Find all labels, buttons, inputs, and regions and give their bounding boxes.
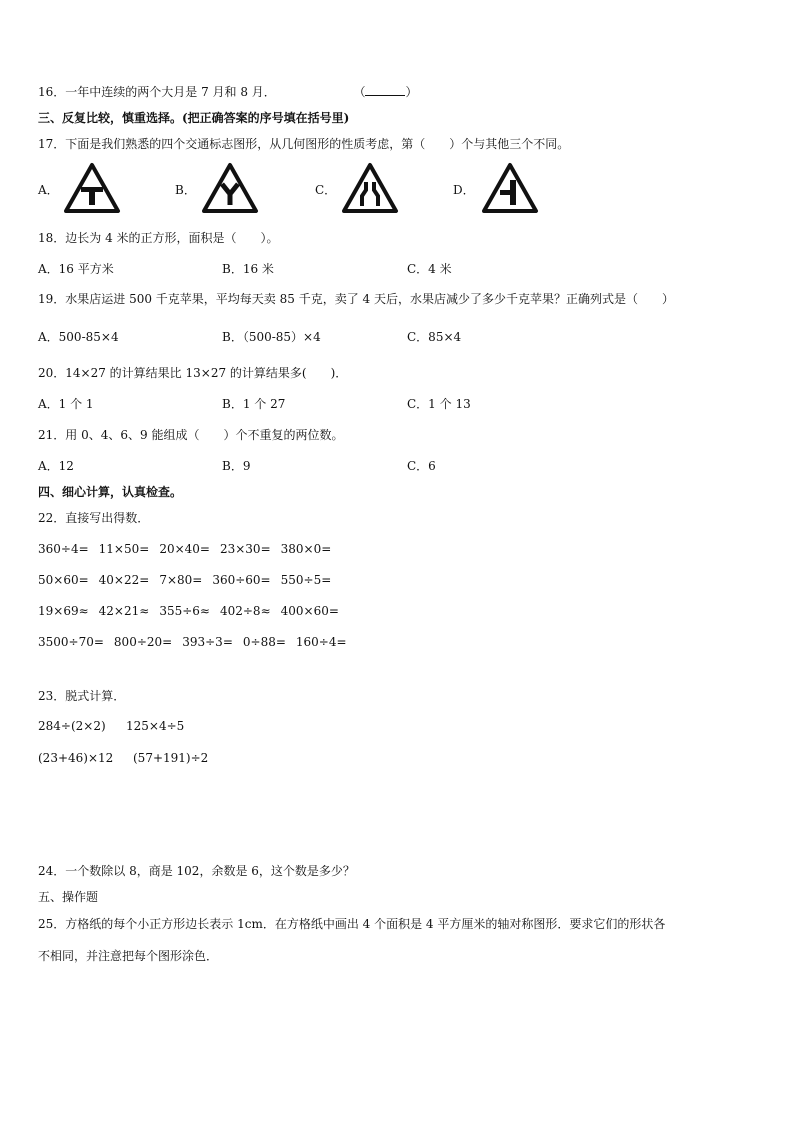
calc-item: 355÷6≈ xyxy=(159,604,210,618)
option-a: A．500-85×4 xyxy=(38,330,119,344)
section-5-heading: 五、操作题 xyxy=(38,890,99,904)
option-c: C．1 个 13 xyxy=(407,397,471,411)
question-21-text: 21．用 0、4、6、9 能组成（ ）个不重复的两位数。 xyxy=(38,428,344,442)
option-c: C．4 米 xyxy=(407,262,452,276)
question-23-text: 23．脱式计算． xyxy=(38,689,126,703)
expression-item: 284÷(2×2) xyxy=(38,719,106,733)
option-c: C．85×4 xyxy=(407,330,462,344)
calc-item: 20×40= xyxy=(159,542,210,556)
question-17-text: 17．下面是我们熟悉的四个交通标志图形，从几何图形的性质考虑，第（ ）个与其他三个不同。 xyxy=(38,137,570,151)
calc-item: 19×69≈ xyxy=(38,604,89,618)
option-b: B．1 个 27 xyxy=(222,397,286,411)
question-22-text: 22．直接写出得数． xyxy=(38,511,150,525)
option-a: A．12 xyxy=(38,459,74,473)
calc-item: 360÷4= xyxy=(38,542,89,556)
t-junction-sign-icon xyxy=(63,162,121,214)
option-c-label: C． xyxy=(315,183,337,197)
calc-row xyxy=(38,603,349,619)
question-25-line-1: 25．方格纸的每个小正方形边长表示 1cm．在方格纸中画出 4 个面积是 4 平方厘米的轴对称图形．要求它们的形状各 xyxy=(38,917,666,931)
y-fork-sign-icon xyxy=(201,162,259,214)
calc-item: 50×60= xyxy=(38,573,89,587)
calc-item: 800÷20= xyxy=(113,635,173,649)
option-b-label: B． xyxy=(175,183,196,197)
calc-item: 402÷8≈ xyxy=(219,604,271,618)
question-20-text: 20．14×27 的计算结果比 13×27 的计算结果多( )． xyxy=(38,366,348,380)
calc-item: 40×22= xyxy=(98,573,150,587)
calc-row xyxy=(38,541,341,557)
calc-row xyxy=(38,572,341,588)
option-a: A．16 平方米 xyxy=(38,262,114,276)
calc-item: 11×50= xyxy=(98,542,150,556)
calc-item: 380×0= xyxy=(280,542,332,556)
option-c: C．6 xyxy=(407,459,436,473)
side-road-sign-icon xyxy=(481,162,539,214)
section-4-heading: 四、细心计算，认真检查。 xyxy=(38,485,183,499)
calc-item: 3500÷70= xyxy=(38,635,104,649)
expression-row xyxy=(38,718,184,734)
expression-row xyxy=(38,750,208,766)
option-b: B．9 xyxy=(222,459,251,473)
calc-item: 0÷88= xyxy=(242,635,286,649)
option-b: B．（500-85）×4 xyxy=(222,330,321,344)
question-16 xyxy=(38,83,418,100)
expression-item: (23+46)×12 xyxy=(38,751,114,765)
calc-item: 23×30= xyxy=(219,542,271,556)
question-19-text: 19．水果店运进 500 千克苹果，平均每天卖 85 千克，卖了 4 天后，水果店减少了多少千克苹果？正确列式是（ ） xyxy=(38,292,674,306)
option-a-label: A． xyxy=(38,183,59,197)
answer-blank[interactable] xyxy=(365,83,405,96)
calc-item: 550÷5= xyxy=(280,573,332,587)
calc-item: 42×21≈ xyxy=(98,604,150,618)
road-narrows-sign-icon xyxy=(341,162,399,214)
answer-blank-right-paren: ） xyxy=(405,85,418,99)
answer-blank-left-paren: （ xyxy=(353,85,366,99)
section-3-heading: 三、反复比较，慎重选择。(把正确答案的序号填在括号里) xyxy=(38,111,350,125)
option-b: B．16 米 xyxy=(222,262,274,276)
question-24-text: 24．一个数除以 8，商是 102，余数是 6，这个数是多少？ xyxy=(38,864,355,878)
calc-item: 160÷4= xyxy=(295,635,347,649)
question-18-text: 18．边长为 4 米的正方形，面积是（ ）。 xyxy=(38,231,279,245)
calc-item: 7×80= xyxy=(159,573,203,587)
question-16-text: 16．一年中连续的两个大月是 7 月和 8 月． xyxy=(38,85,276,99)
option-d-label: D． xyxy=(453,183,475,197)
expression-item: (57+191)÷2 xyxy=(133,751,209,765)
calc-row xyxy=(38,634,357,650)
calc-item: 400×60= xyxy=(280,604,339,618)
option-a: A．1 个 1 xyxy=(38,397,94,411)
question-25-line-2: 不相同，并注意把每个图形涂色． xyxy=(38,949,219,963)
expression-item: 125×4÷5 xyxy=(126,719,185,733)
calc-item: 393÷3= xyxy=(182,635,233,649)
calc-item: 360÷60= xyxy=(212,573,271,587)
